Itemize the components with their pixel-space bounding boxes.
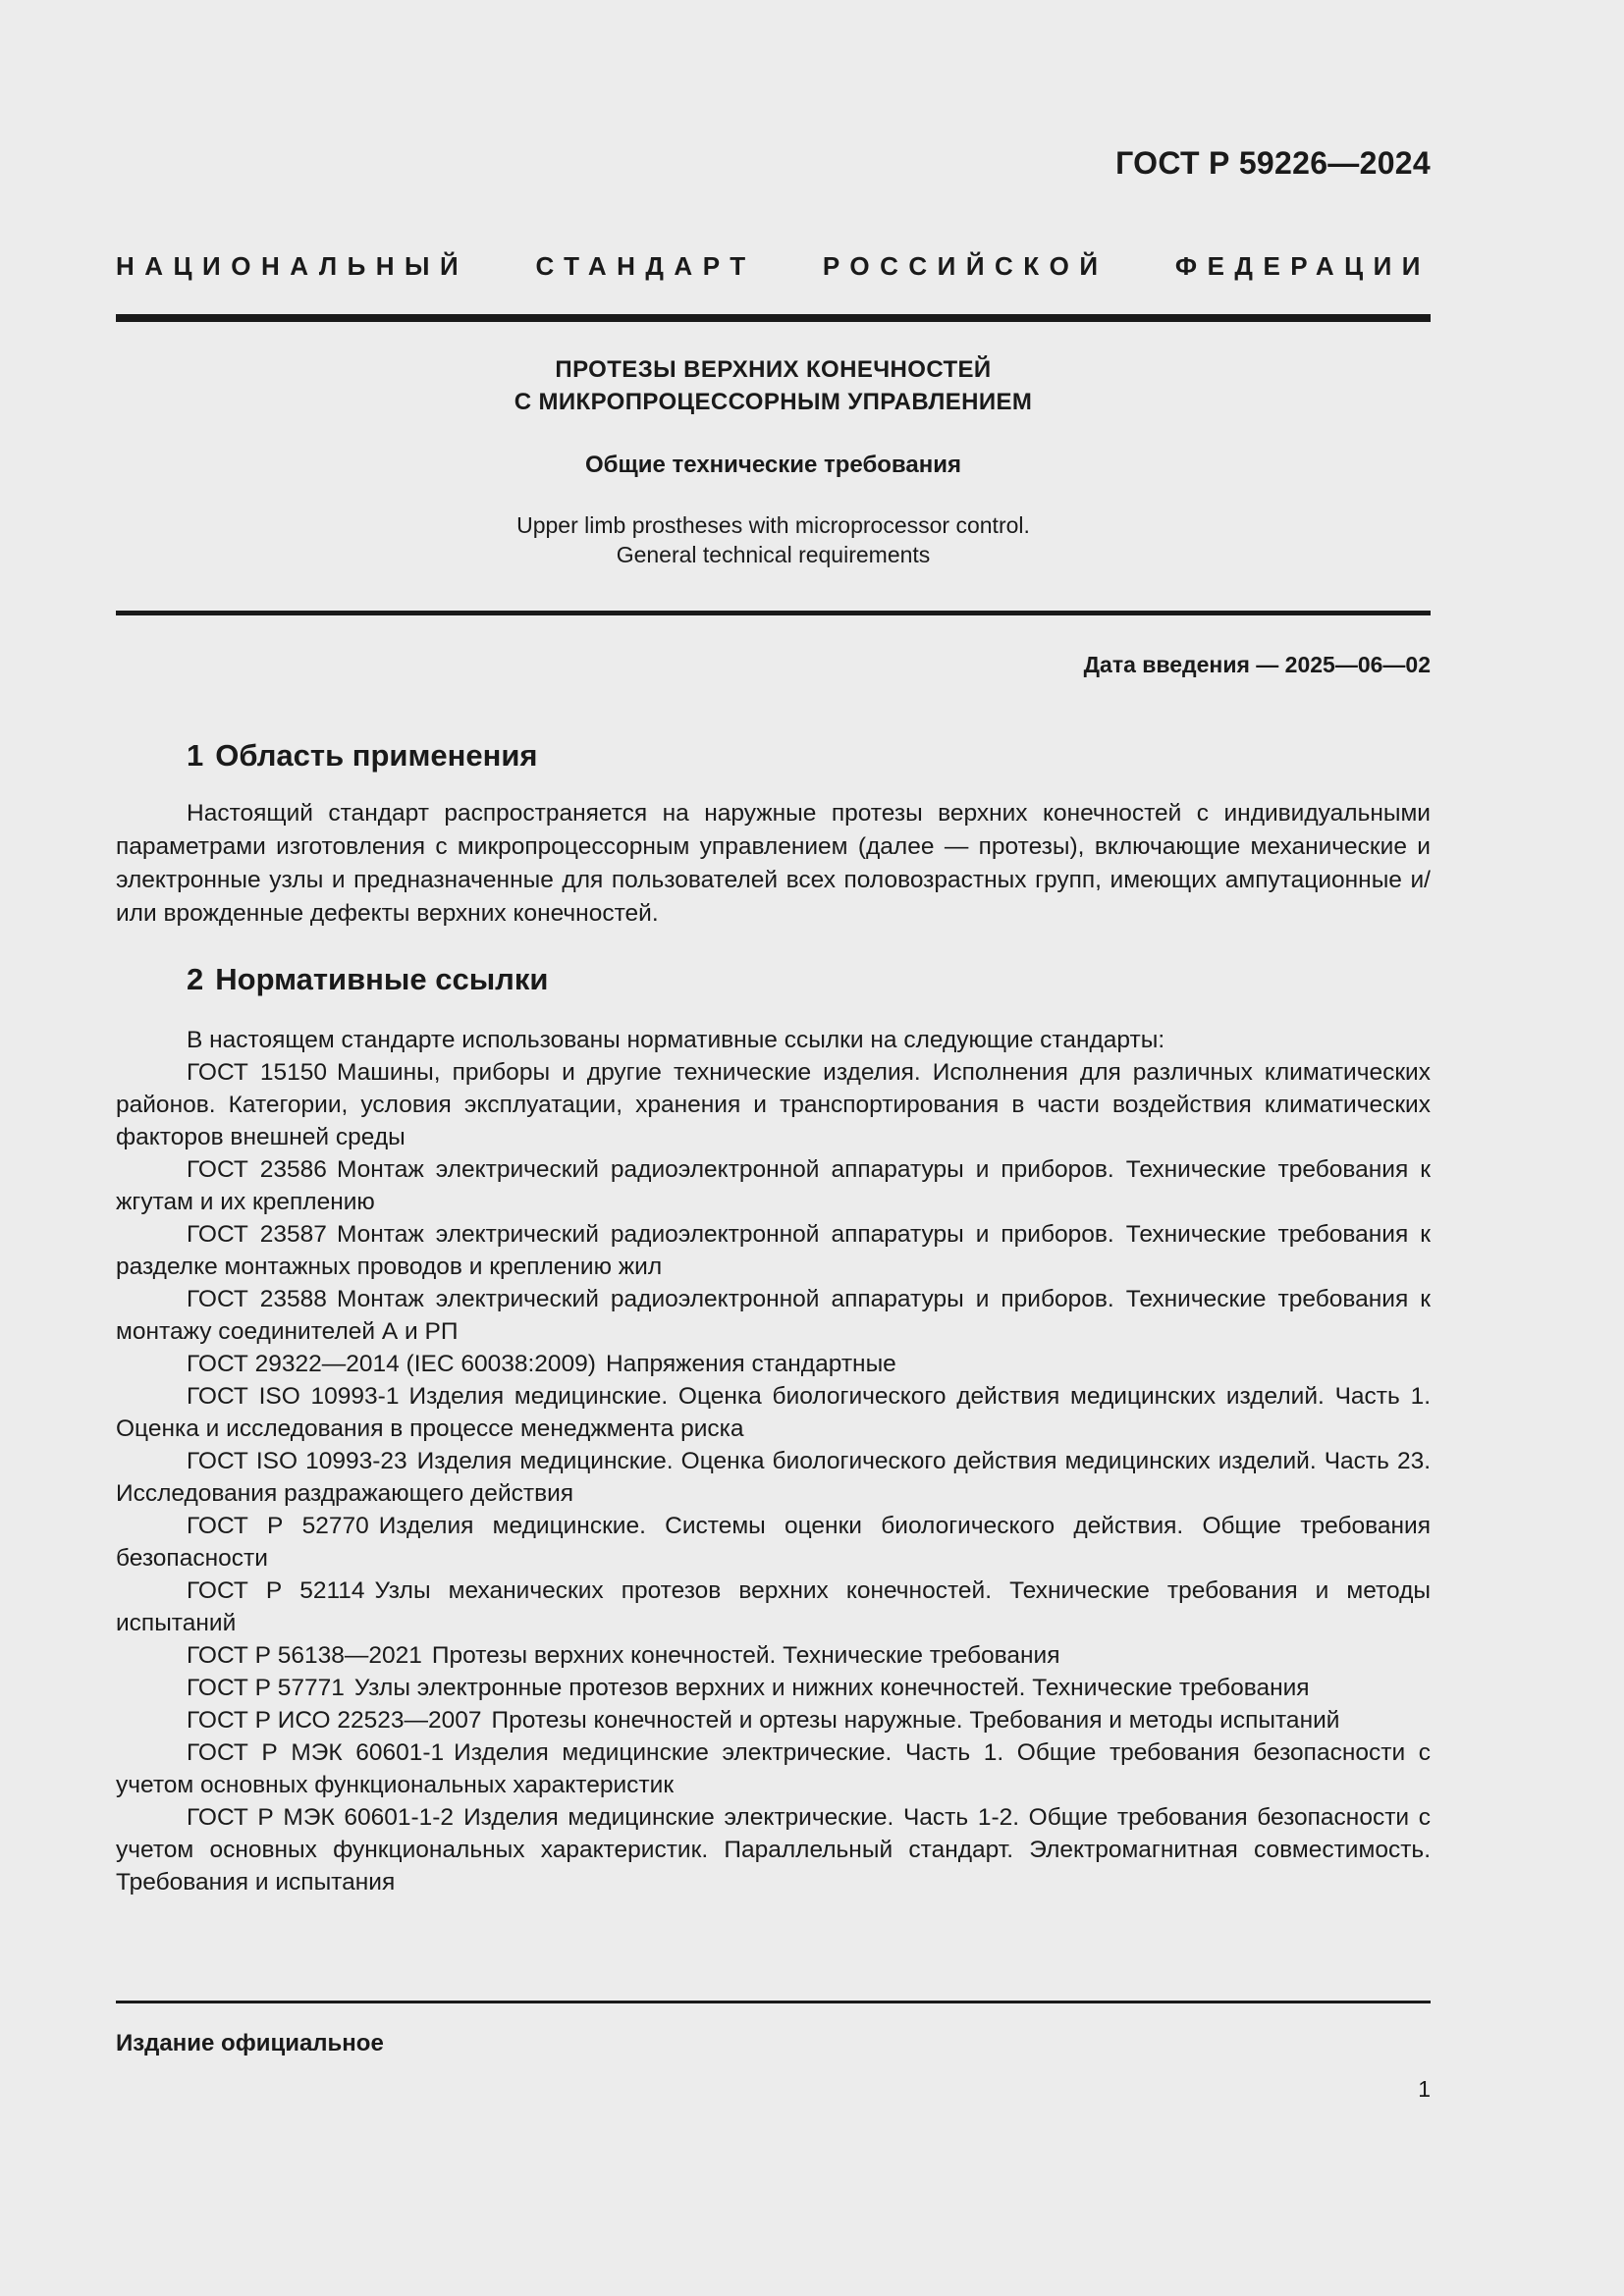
reference-code: ГОСТ 23587: [187, 1221, 327, 1248]
english-title: [116, 510, 1431, 569]
title-line-2: С МИКРОПРОЦЕССОРНЫМ УПРАВЛЕНИЕМ: [514, 389, 1033, 415]
reference-code: ГОСТ 15150: [187, 1059, 327, 1086]
reference-item: [116, 1801, 1431, 1898]
document-title: [116, 353, 1431, 418]
reference-item: [116, 1736, 1431, 1801]
reference-item: [116, 1380, 1431, 1445]
reference-title: Напряжения стандартные: [605, 1351, 896, 1377]
reference-code: ГОСТ Р 52114: [187, 1577, 365, 1604]
normative-references-list: [116, 1024, 1431, 1898]
reference-title: Протезы конечностей и ортезы наружные. Требования и методы испытаний: [491, 1707, 1340, 1734]
reference-code: ГОСТ Р ИСО 22523—2007: [187, 1707, 482, 1734]
title-divider: [116, 611, 1431, 615]
reference-title: Изделия медицинские. Оценка биологического действия медицинских изделий. Часть 1. Оценка и исследования в процессе менеджмента риска: [116, 1383, 1431, 1442]
document-subtitle: Общие технические требования: [585, 452, 961, 478]
official-edition-label: Издание официальное: [116, 2030, 384, 2056]
reference-code: ГОСТ Р МЭК 60601-1: [187, 1739, 445, 1766]
reference-title: Монтаж электрический радиоэлектронной аппаратуры и приборов. Технические требования к разделке монтажных проводов и креплению жил: [116, 1221, 1431, 1280]
section-1-text: Настоящий стандарт распространяется на наружные протезы верхних конечностей с индивидуальными параметрами изготовления с микропроцессорным управлением (далее — протезы), включающие механические и электронные узлы и предназначенные для пользователей всех половозрастных групп, имеющих ампутационные и/или врожденные дефекты верхних конечностей.: [116, 800, 1431, 927]
reference-title: Изделия медицинские. Оценка биологического действия медицинских изделий. Часть 23. Исследования раздражающего действия: [116, 1448, 1431, 1507]
section-number: 2: [187, 962, 204, 996]
national-standard-heading: НАЦИОНАЛЬНЫЙ СТАНДАРТ РОССИЙСКОЙ ФЕДЕРАЦИИ: [116, 251, 1431, 281]
section-title: Область применения: [215, 738, 538, 773]
document-page: [116, 0, 1431, 2296]
reference-title: Изделия медицинские. Системы оценки биологического действия. Общие требования безопасности: [116, 1513, 1431, 1572]
reference-code: ГОСТ ISO 10993-23: [187, 1448, 407, 1474]
reference-item: [116, 1445, 1431, 1510]
header-divider: [116, 314, 1431, 322]
reference-code: ГОСТ Р 52770: [187, 1513, 369, 1539]
reference-item: [116, 1056, 1431, 1153]
reference-item: [116, 1348, 1431, 1380]
section-1-heading: [187, 738, 538, 774]
reference-title: Узлы электронные протезов верхних и нижних конечностей. Технические требования: [353, 1675, 1310, 1701]
reference-title: Протезы верхних конечностей. Технические требования: [431, 1642, 1060, 1669]
reference-code: ГОСТ Р 57771: [187, 1675, 345, 1701]
section-2-heading: [187, 962, 548, 997]
document-number: ГОСТ Р 59226—2024: [1115, 145, 1431, 181]
reference-code: ГОСТ Р 56138—2021: [187, 1642, 422, 1669]
reference-item: [116, 1510, 1431, 1575]
reference-item: [116, 1218, 1431, 1283]
reference-code: ГОСТ ISO 10993-1: [187, 1383, 400, 1410]
reference-code: ГОСТ 23586: [187, 1156, 327, 1183]
footer-divider: [116, 2001, 1431, 2003]
title-line-1: ПРОТЕЗЫ ВЕРХНИХ КОНЕЧНОСТЕЙ: [555, 356, 992, 383]
section-number: 1: [187, 738, 204, 773]
reference-title: Монтаж электрический радиоэлектронной аппаратуры и приборов. Технические требования к жгутам и их креплению: [116, 1156, 1431, 1215]
section-title: Нормативные ссылки: [215, 962, 549, 996]
reference-code: ГОСТ 29322—2014 (IEC 60038:2009): [187, 1351, 596, 1377]
reference-title: Изделия медицинские электрические. Часть 1-2. Общие требования безопасности с учетом основных функциональных характеристик. Параллельный стандарт. Электромагнитная совместимость. Требования и испытания: [116, 1804, 1432, 1896]
reference-code: ГОСТ 23588: [187, 1286, 327, 1312]
reference-item: [116, 1575, 1431, 1639]
reference-title: Машины, приборы и другие технические изделия. Исполнения для различных климатических районов. Категории, условия эксплуатации, хранения и транспортирования в части воздействия климатических факторов внешней среды: [116, 1059, 1431, 1150]
english-title-line-2: General technical requirements: [616, 542, 931, 567]
page-number: 1: [1418, 2076, 1431, 2102]
reference-item: [116, 1672, 1431, 1704]
reference-title: Изделия медицинские электрические. Часть 1. Общие требования безопасности с учетом основных функциональных характеристик: [116, 1739, 1431, 1798]
english-title-line-1: Upper limb prostheses with microprocessor control.: [516, 512, 1030, 538]
introduction-date: Дата введения — 2025—06—02: [1083, 652, 1431, 677]
reference-item: [116, 1639, 1431, 1672]
reference-item: [116, 1704, 1431, 1736]
reference-title: Узлы механических протезов верхних конечностей. Технические требования и методы испытаний: [116, 1577, 1431, 1636]
references-intro: В настоящем стандарте использованы нормативные ссылки на следующие стандарты:: [187, 1027, 1165, 1053]
reference-item: [116, 1283, 1431, 1348]
reference-item: [116, 1153, 1431, 1218]
reference-title: Монтаж электрический радиоэлектронной аппаратуры и приборов. Технические требования к монтажу соединителей А и РП: [116, 1286, 1431, 1345]
reference-code: ГОСТ Р МЭК 60601-1-2: [187, 1804, 455, 1831]
